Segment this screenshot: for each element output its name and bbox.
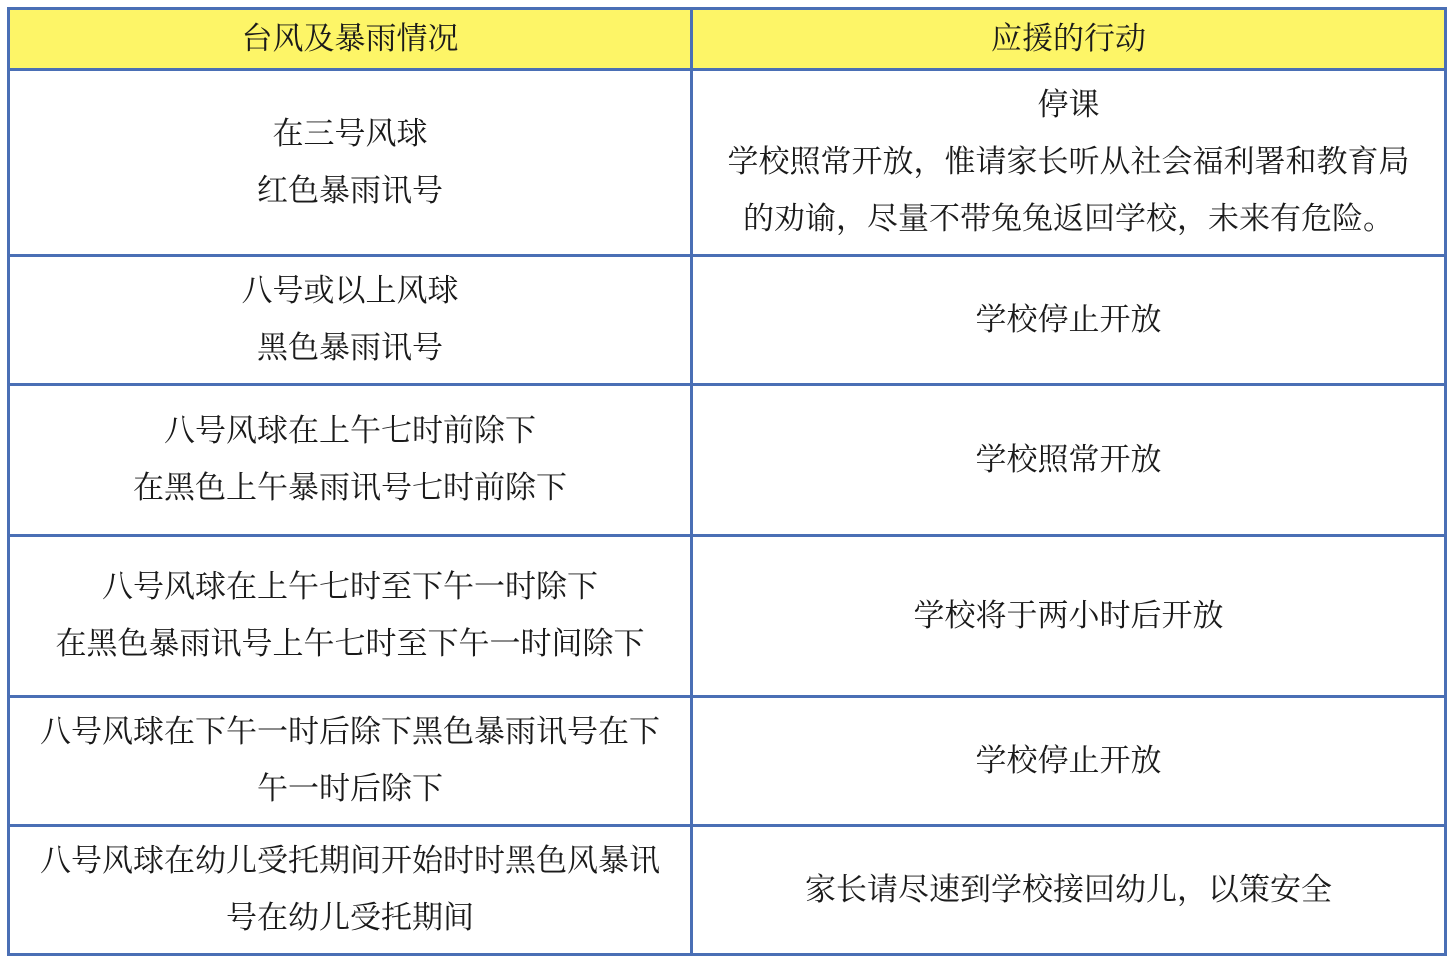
- table-row: [9, 70, 1446, 256]
- table-row: [9, 536, 1446, 697]
- situation-line: 号在幼儿受托期间: [226, 900, 474, 936]
- action-line: 的劝谕，尽量不带兔兔返回学校，未来有危险。: [743, 201, 1394, 237]
- situation-line: 午一时后除下: [257, 771, 443, 807]
- situation-cell: [9, 70, 692, 256]
- action-line: 家长请尽速到学校接回幼儿，以策安全: [805, 871, 1332, 908]
- action-line: 学校照常开放，惟请家长听从社会福利署和教育局: [727, 144, 1410, 180]
- situation-line: 八号风球在幼儿受托期间开始时时黑色风暴讯: [40, 843, 660, 879]
- header-situation: 台风及暴雨情况: [9, 9, 692, 70]
- situation-line: 在黑色上午暴雨讯号七时前除下: [133, 470, 567, 506]
- action-cell: [692, 256, 1446, 385]
- action-cell: [692, 697, 1446, 826]
- table-row: [9, 385, 1446, 536]
- action-line: 停课: [1037, 87, 1100, 123]
- action-line: 学校将于两小时后开放: [913, 597, 1224, 634]
- situation-cell: [9, 697, 692, 826]
- situation-line: 在黑色暴雨讯号上午七时至下午一时间除下: [55, 626, 645, 662]
- situation-cell: [9, 385, 692, 536]
- situation-line: 八号风球在上午七时前除下: [164, 413, 536, 449]
- table-row: [9, 256, 1446, 385]
- situation-line: 黑色暴雨讯号: [257, 330, 443, 366]
- table-row: [9, 826, 1446, 955]
- action-line: 学校照常开放: [975, 441, 1162, 478]
- header-action: 应援的行动: [692, 9, 1446, 70]
- table-row: [9, 697, 1446, 826]
- action-cell: [692, 536, 1446, 697]
- situation-line: 八号风球在下午一时后除下黑色暴雨讯号在下: [40, 714, 660, 750]
- situation-cell: [9, 826, 692, 955]
- situation-line: 八号或以上风球: [241, 273, 459, 309]
- typhoon-rainstorm-table-container: [7, 7, 1444, 936]
- action-cell: [692, 70, 1446, 256]
- situation-cell: [9, 256, 692, 385]
- typhoon-rainstorm-table: [7, 7, 1447, 956]
- situation-line: 红色暴雨讯号: [257, 172, 443, 209]
- situation-cell: [9, 536, 692, 697]
- table-header-row: [9, 9, 1446, 70]
- action-line: 学校停止开放: [975, 301, 1162, 338]
- situation-line: 八号风球在上午七时至下午一时除下: [102, 569, 598, 605]
- action-cell: [692, 385, 1446, 536]
- action-cell: [692, 826, 1446, 955]
- situation-line: 在三号风球: [272, 115, 428, 152]
- action-line: 学校停止开放: [975, 742, 1162, 779]
